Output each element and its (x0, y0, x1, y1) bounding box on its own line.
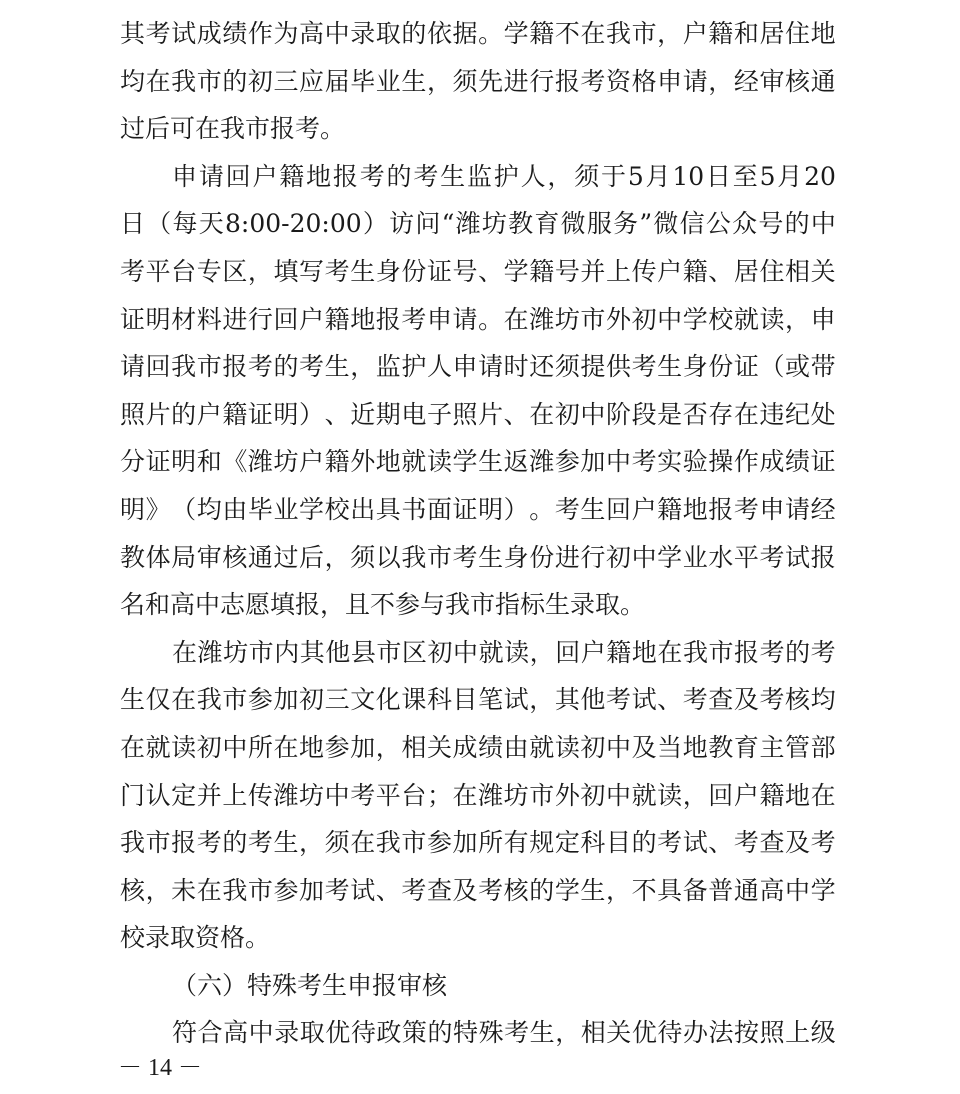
text-line: 在 潍 坊 市 内 其 他 县 市 区 初 中 就 读 ， 回 户 籍 地 在 我 市 报 考 的 考 (172, 637, 836, 667)
text-line: 校录取资格。 (120, 923, 271, 953)
text-line: 符 合 高 中 录 取 优 待 政 策 的 特 殊 考 生 ， 相 关 优 待 办 法 按 照 上 级 (172, 1018, 836, 1048)
text-line: 请 回 我 市 报 考 的 考 生 ， 监 护 人 申 请 时 还 须 提 供 考 生 身 份 证 （ 或 带 (120, 352, 836, 382)
document-body (120, 10, 836, 1057)
text-line: 名和高中志愿填报，且不参与我市指标生录取。 (120, 590, 646, 620)
text-line: 分 证 明 和 《 潍 坊 户 籍 外 地 就 读 学 生 返 潍 参 加 中 考 实 验 操 作 成 绩 证 (120, 447, 836, 477)
text-line: 在 就 读 初 中 所 在 地 参 加 ， 相 关 成 绩 由 就 读 初 中 及 当 地 教 育 主 管 部 (120, 732, 836, 762)
text-line: 核 ， 未 在 我 市 参 加 考 试 、 考 查 及 考 核 的 学 生 ， 不 具 备 普 通 高 中 学 (120, 875, 836, 905)
text-line: 生 仅 在 我 市 参 加 初 三 文 化 课 科 目 笔 试 ， 其 他 考 试 、 考 查 及 考 核 均 (120, 685, 836, 715)
text-line: 日 （ 每 天 8:00-20:00 ） 访 问 “ 潍 坊 教 育 微 服 务 ” 微 信 公 众 号 的 中 (120, 209, 836, 239)
text-line: 门 认 定 并 上 传 潍 坊 中 考 平 台 ； 在 潍 坊 市 外 初 中 就 读 ， 回 户 籍 地 在 (120, 780, 836, 810)
text-line: 其 考 试 成 绩 作 为 高 中 录 取 的 依 据 。 学 籍 不 在 我 市 ， 户 籍 和 居 住 地 (120, 19, 836, 48)
section-heading: （六）特殊考生申报审核 (172, 970, 448, 1000)
text-line: 过后可在我市报考。 (120, 114, 346, 144)
text-line: 明 》 （ 均 由 毕 业 学 校 出 具 书 面 证 明 ） 。 考 生 回 户 籍 地 报 考 申 请 经 (120, 494, 836, 524)
text-line: 均 在 我 市 的 初 三 应 届 毕 业 生 ， 须 先 进 行 报 考 资 格 申 请 ， 经 审 核 通 (120, 66, 836, 96)
text-line: 教 体 局 审 核 通 过 后 ， 须 以 我 市 考 生 身 份 进 行 初 中 学 业 水 平 考 试 报 (120, 542, 836, 572)
text-line: 证 明 材 料 进 行 回 户 籍 地 报 考 申 请 。 在 潍 坊 市 外 初 中 学 校 就 读 ， 申 (120, 304, 836, 334)
page-number: － 14 － (118, 1055, 202, 1081)
text-line: 我 市 报 考 的 考 生 ， 须 在 我 市 参 加 所 有 规 定 科 目 的 考 试 、 考 查 及 考 (120, 828, 836, 858)
text-line: 申 请 回 户 籍 地 报 考 的 考 生 监 护 人 ， 须 于 5 月 10 日 至 5 月 20 (172, 161, 836, 191)
text-line: 照 片 的 户 籍 证 明 ） 、 近 期 电 子 照 片 、 在 初 中 阶 段 是 否 存 在 违 纪 处 (120, 399, 836, 429)
text-line: 考 平 台 专 区 ， 填 写 考 生 身 份 证 号 、 学 籍 号 并 上 传 户 籍 、 居 住 相 关 (120, 256, 836, 286)
